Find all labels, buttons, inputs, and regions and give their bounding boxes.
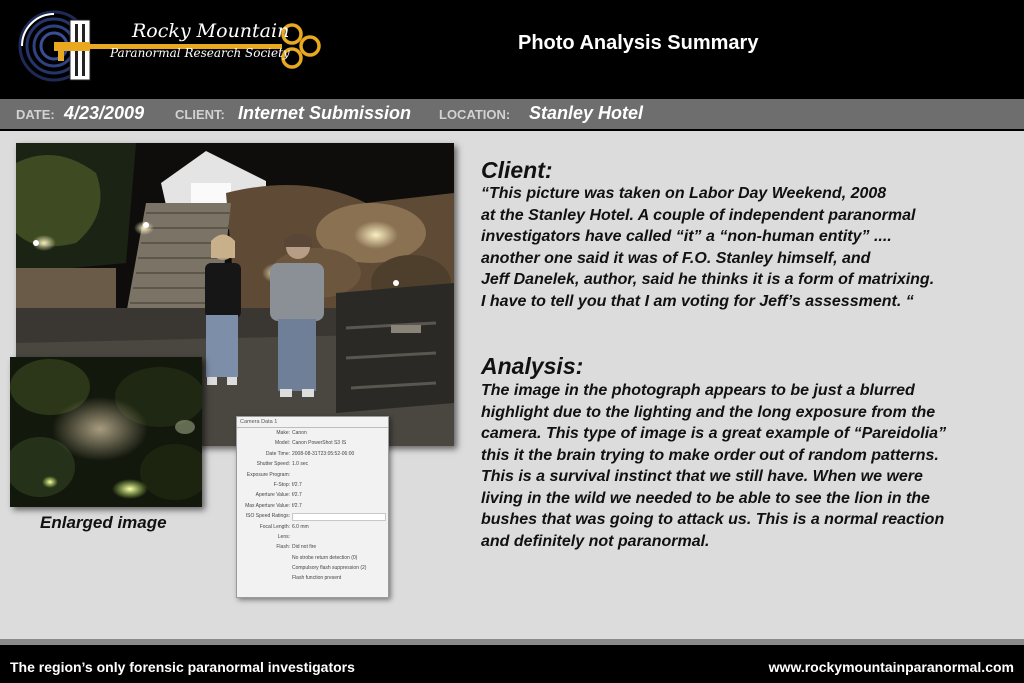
- camera-data-row: [237, 522, 388, 532]
- camera-data-label: Shutter Speed:: [256, 461, 290, 468]
- camera-data-label: Focal Length:: [259, 523, 290, 530]
- camera-data-value: 1.0 sec: [292, 461, 309, 468]
- camera-data-empty-field: [292, 513, 386, 521]
- camera-data-row: [237, 563, 388, 573]
- date-label: DATE:: [16, 107, 55, 122]
- camera-data-value: Flash function present: [292, 575, 342, 582]
- text-line: The image in the photograph appears to be just a blurred: [481, 382, 915, 399]
- camera-data-title: Camera Data 1: [237, 417, 388, 428]
- camera-data-value: No strobe return detection (0): [292, 554, 358, 561]
- info-bar: [0, 99, 1024, 129]
- text-line: at the Stanley Hotel. A couple of independent paranormal: [481, 206, 916, 224]
- camera-data-value: 6.0 mm: [292, 523, 309, 530]
- camera-data-label: F-Stop:: [273, 481, 290, 488]
- camera-data-row: [237, 573, 388, 583]
- camera-data-label: ISO Speed Ratings:: [245, 513, 290, 520]
- camera-data-value: f/2.7: [292, 502, 302, 509]
- text-line: “This picture was taken on Labor Day Weekend, 2008: [481, 185, 887, 202]
- footer: [0, 650, 1024, 683]
- client-quote: [481, 183, 934, 312]
- text-line: bushes that was going to attack us. This is a normal reaction: [481, 511, 945, 528]
- analysis-text: [481, 380, 946, 552]
- camera-data-row: [237, 480, 388, 490]
- camera-data-row: [237, 449, 388, 459]
- client-heading: Client:: [481, 157, 553, 183]
- camera-data-row: [237, 438, 388, 448]
- camera-data-panel: [236, 416, 389, 598]
- camera-data-value: Canon PowerShot S3 IS: [292, 440, 347, 447]
- camera-data-row: [237, 553, 388, 563]
- camera-data-label: Lens:: [277, 533, 290, 540]
- camera-data-value: 2008-08-31T23:05:52-06:00: [292, 450, 355, 457]
- camera-data-value: f/2.7: [292, 481, 302, 488]
- page-title: Photo Analysis Summary: [518, 32, 759, 54]
- text-line: Jeff Danelek, author, said he thinks it is a form of matrixing.: [481, 271, 935, 288]
- camera-data-row: [237, 532, 388, 542]
- text-line: This is a survival instinct that we still have. When we were: [481, 468, 923, 485]
- camera-data-row: [237, 501, 388, 511]
- camera-data-row: [237, 428, 388, 438]
- text-line: highlight due to the lighting and the long exposure from the: [481, 403, 936, 421]
- logo-subtitle: Paranormal Research Society: [110, 46, 290, 60]
- camera-data-value: Did not fire: [292, 544, 317, 551]
- camera-data-label: Flash:: [276, 544, 290, 551]
- location-label: LOCATION:: [439, 107, 511, 122]
- camera-data-label: Model:: [274, 440, 290, 447]
- footer-website-link[interactable]: www.rockymountainparanormal.com: [768, 659, 1014, 675]
- text-line: this it the brain trying to make order out of random patterns.: [481, 446, 939, 464]
- camera-data-label: Date Time:: [265, 450, 290, 457]
- footer-separator: [0, 639, 1024, 645]
- camera-data-rows: [237, 428, 388, 584]
- text-line: living in the wild we needed to be able to see the lion in the: [481, 489, 930, 507]
- location-value: Stanley Hotel: [529, 103, 644, 123]
- enlarged-photo: [10, 357, 202, 507]
- camera-data-value: f/2.7: [292, 492, 302, 499]
- client-value: Internet Submission: [238, 103, 412, 123]
- date-value: 4/23/2009: [64, 103, 145, 123]
- camera-data-row: [237, 490, 388, 500]
- text-line: investigators have called “it” a “non-human entity” ....: [481, 228, 892, 245]
- camera-data-row: [237, 511, 388, 521]
- camera-data-label: Max Aperture Value:: [245, 502, 290, 509]
- text-line: and definitely not paranormal.: [481, 532, 710, 550]
- camera-data-row: [237, 459, 388, 469]
- header: [0, 0, 1024, 94]
- enlarged-caption: Enlarged image: [40, 513, 167, 532]
- camera-data-label: Exposure Program:: [246, 471, 290, 478]
- client-label: CLIENT:: [175, 107, 225, 122]
- text-line: another one said it was of F.O. Stanley himself, and: [481, 249, 871, 267]
- analysis-heading: Analysis:: [481, 353, 584, 379]
- camera-data-label: Aperture Value:: [255, 492, 290, 499]
- camera-data-value: Compulsory flash suppression (2): [292, 565, 367, 572]
- logo: [14, 8, 334, 88]
- text-line: camera. This type of image is a great example of “Pareidolia”: [481, 425, 947, 442]
- camera-data-value: Canon: [292, 430, 307, 436]
- logo-title: Rocky Mountain: [132, 20, 290, 42]
- footer-tagline: The region’s only forensic paranormal investigators: [10, 659, 355, 675]
- camera-data-row: [237, 542, 388, 552]
- text-line: I have to tell you that I am voting for Jeff’s assessment. “: [481, 292, 914, 310]
- camera-data-label: Make:: [276, 430, 290, 436]
- camera-data-row: [237, 470, 388, 480]
